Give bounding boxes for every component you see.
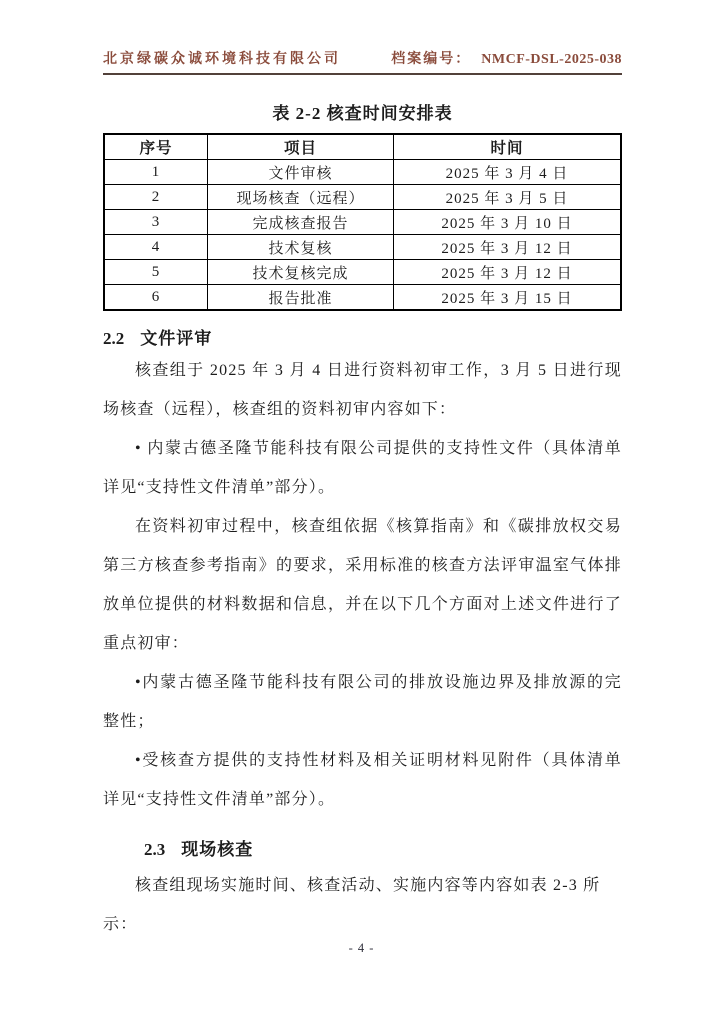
archive-number-value: NMCF-DSL-2025-038 bbox=[481, 52, 622, 67]
bullet-supporting-documents: • 内蒙古德圣隆节能科技有限公司提供的支持性文件（具体清单详见“支持性文件清单”部分）。 bbox=[103, 440, 622, 496]
column-header-time: 时间 bbox=[394, 134, 622, 160]
cell-no: 3 bbox=[104, 210, 207, 235]
bullet-evidence-materials: •受核查方提供的支持性材料及相关证明材料见附件（具体清单详见“支持性文件清单”部分）。 bbox=[103, 752, 622, 808]
section-heading-2-3 bbox=[144, 835, 622, 860]
section-title: 现场核查 bbox=[181, 840, 254, 859]
cell-item: 完成核查报告 bbox=[207, 210, 393, 235]
cell-time: 2025 年 3 月 15 日 bbox=[394, 285, 622, 311]
table-row bbox=[104, 210, 621, 235]
cell-no: 1 bbox=[104, 160, 207, 185]
bullet-emission-boundary: •内蒙古德圣隆节能科技有限公司的排放设施边界及排放源的完整性； bbox=[103, 674, 622, 730]
table-row bbox=[104, 185, 621, 210]
header-rule bbox=[103, 73, 622, 75]
table-row bbox=[104, 235, 621, 260]
cell-time: 2025 年 3 月 4 日 bbox=[394, 160, 622, 185]
table-row bbox=[104, 285, 621, 311]
table-row bbox=[104, 260, 621, 285]
cell-time: 2025 年 3 月 12 日 bbox=[394, 260, 622, 285]
cell-item: 技术复核 bbox=[207, 235, 393, 260]
table-caption: 表 2-2 核查时间安排表 bbox=[272, 104, 453, 123]
cell-no: 4 bbox=[104, 235, 207, 260]
table-row bbox=[104, 160, 621, 185]
page-header bbox=[103, 48, 622, 68]
cell-time: 2025 年 3 月 10 日 bbox=[394, 210, 622, 235]
page-number: - 4 - bbox=[348, 941, 375, 955]
cell-no: 2 bbox=[104, 185, 207, 210]
section-title: 文件评审 bbox=[140, 329, 213, 348]
schedule-table bbox=[103, 133, 622, 311]
column-header-no: 序号 bbox=[104, 134, 207, 160]
cell-item: 报告批准 bbox=[207, 285, 393, 311]
section-heading-2-2 bbox=[103, 324, 622, 349]
header-company-name: 北京绿碳众诚环境科技有限公司 bbox=[103, 52, 341, 67]
cell-item: 技术复核完成 bbox=[207, 260, 393, 285]
section-number: 2.3 bbox=[144, 840, 166, 859]
table-header-row bbox=[104, 134, 621, 160]
paragraph-review-method: 在资料初审过程中，核查组依据《核算指南》和《碳排放权交易第三方核查参考指南》的要求，采用标准的核查方法评审温室气体排放单位提供的材料数据和信息，并在以下几个方面对上述文件进行了重点初审： bbox=[103, 518, 622, 652]
section-number: 2.2 bbox=[103, 329, 125, 348]
paragraph-onsite-intro: 核查组现场实施时间、核查活动、实施内容等内容如表 2-3 所示： bbox=[103, 877, 601, 933]
cell-item: 文件审核 bbox=[207, 160, 393, 185]
cell-time: 2025 年 3 月 12 日 bbox=[394, 235, 622, 260]
header-archive bbox=[391, 48, 622, 68]
cell-item: 现场核查（远程） bbox=[207, 185, 393, 210]
cell-no: 5 bbox=[104, 260, 207, 285]
archive-number-label: 档案编号： bbox=[391, 52, 472, 67]
cell-time: 2025 年 3 月 5 日 bbox=[394, 185, 622, 210]
cell-no: 6 bbox=[104, 285, 207, 311]
column-header-item: 项目 bbox=[207, 134, 393, 160]
paragraph-initial-review: 核查组于 2025 年 3 月 4 日进行资料初审工作，3 月 5 日进行现场核查（远程），核查组的资料初审内容如下： bbox=[103, 362, 622, 418]
